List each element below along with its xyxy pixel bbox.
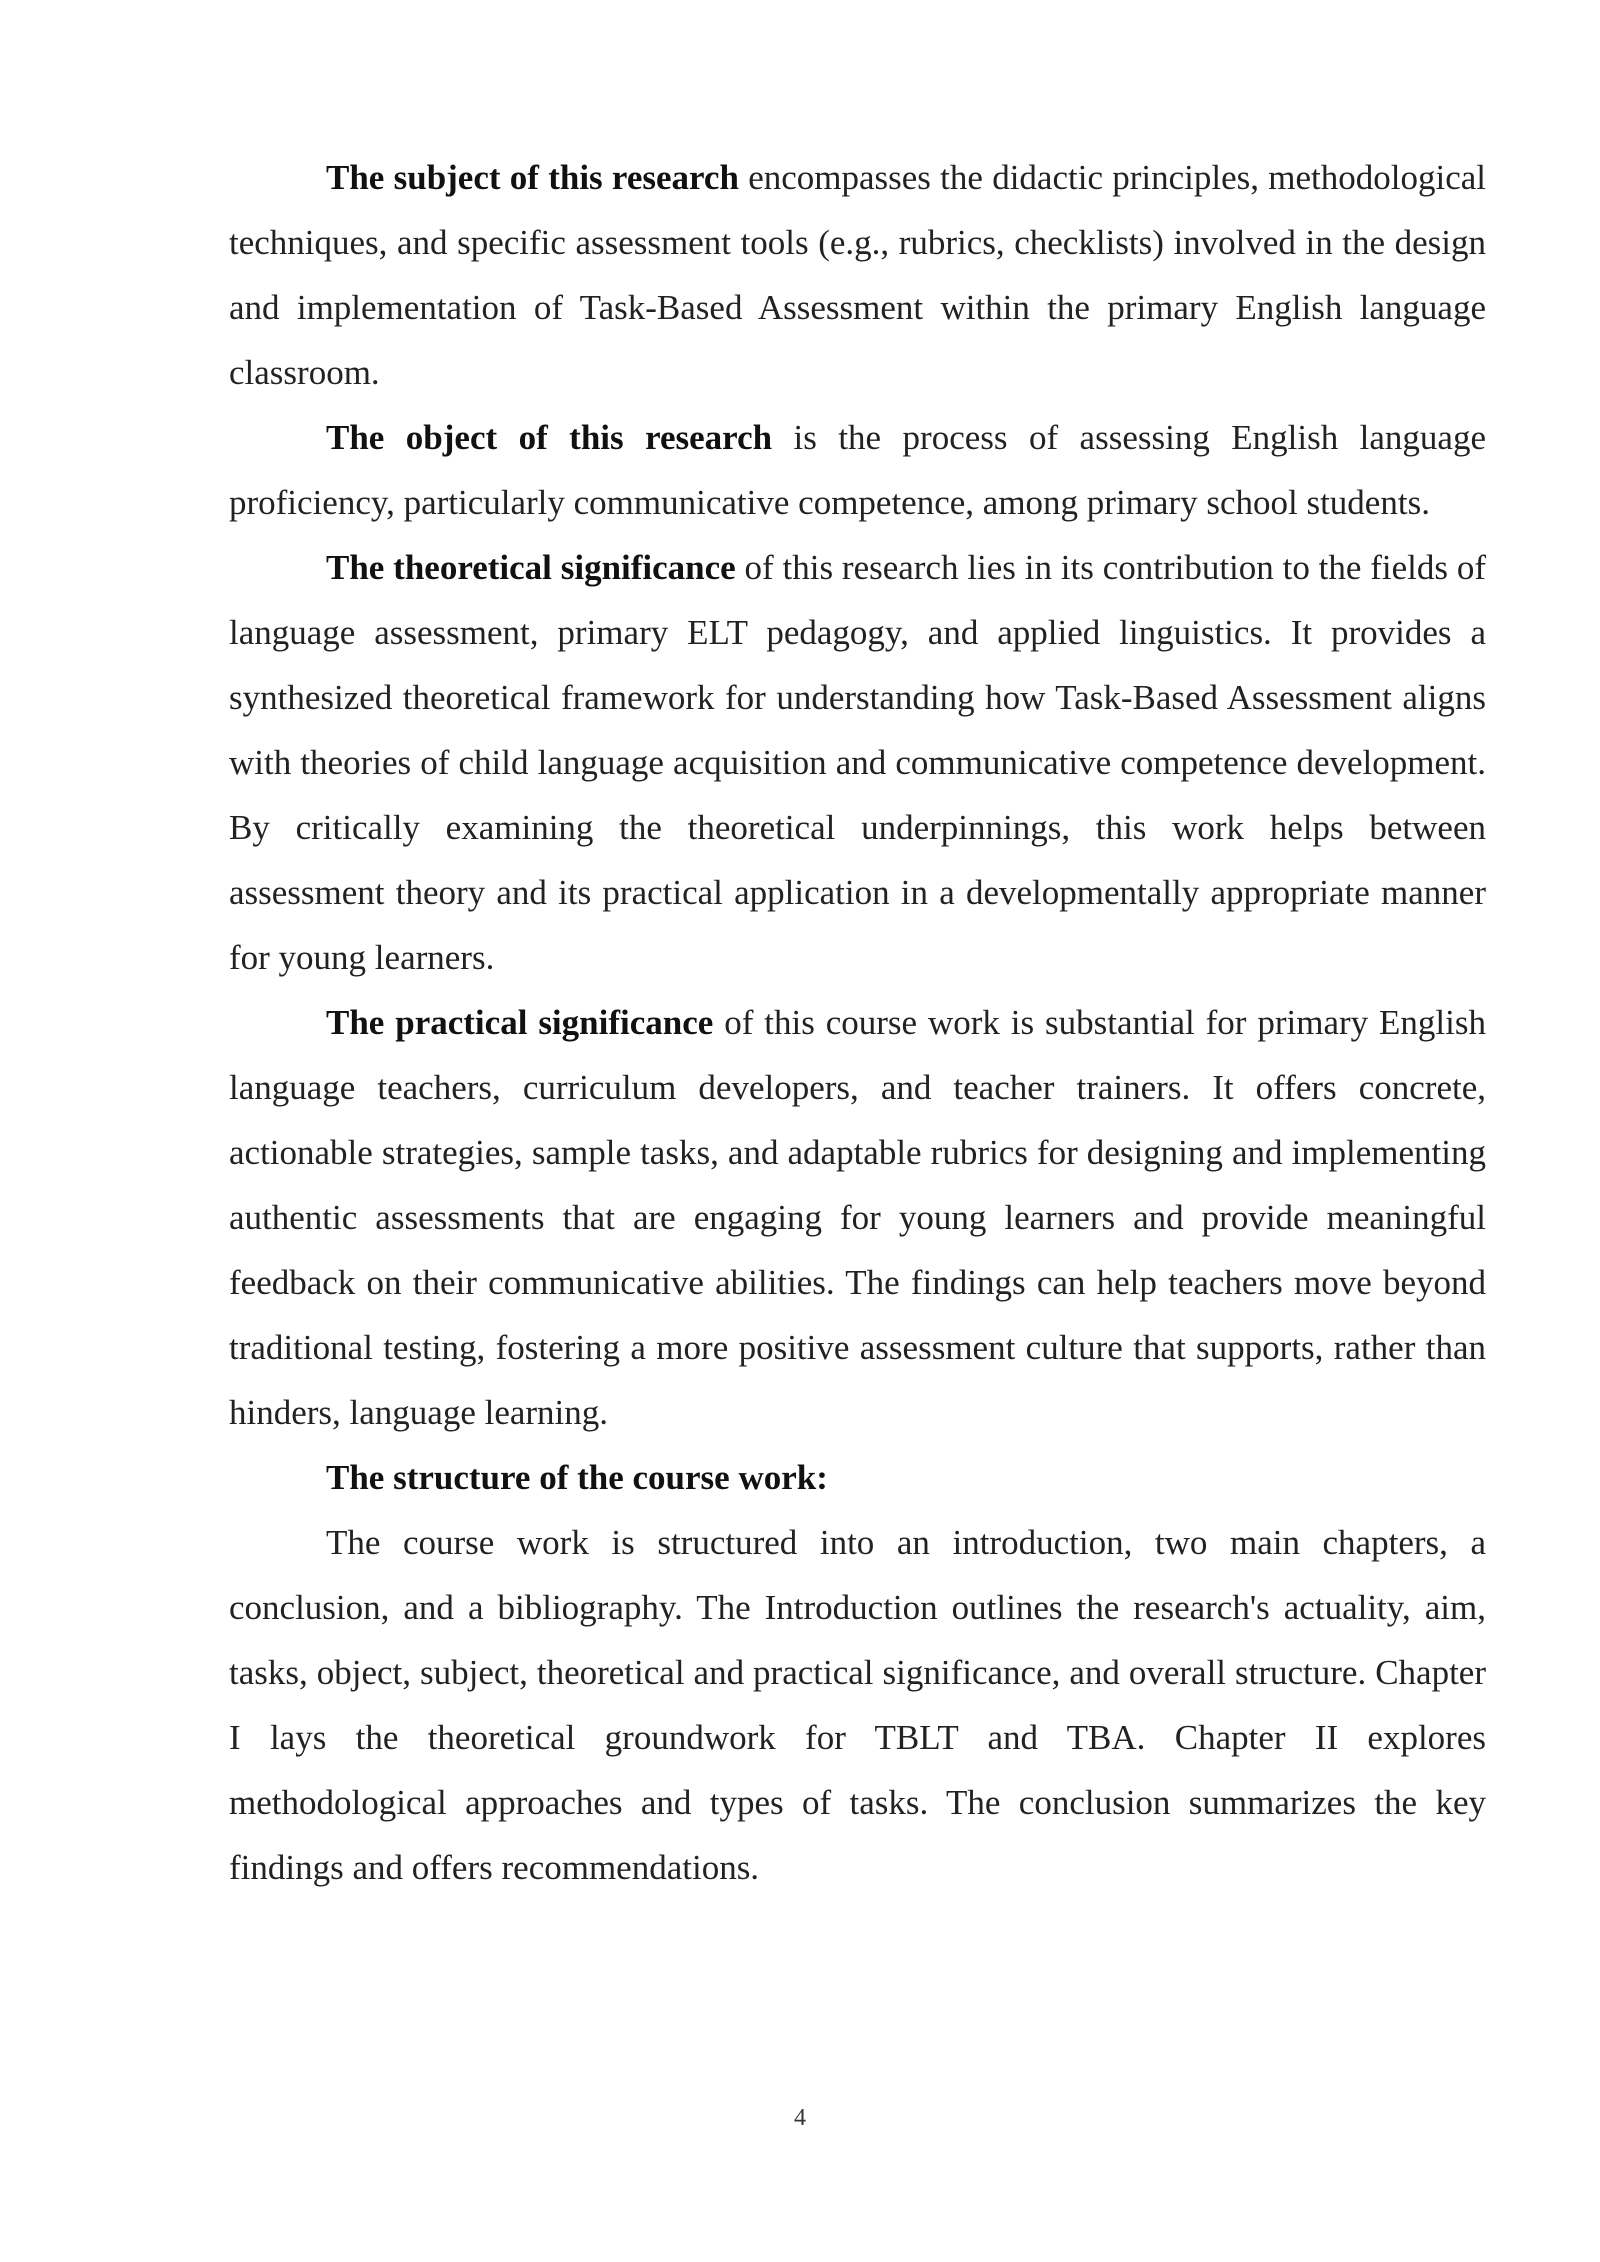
- theoretical-significance-text: of this research lies in its contribution to the fields of language assessment, primary ELT pedagogy, and applied linguistics. It provides a synthesized theoretical framework for understanding how Task-Based Assessment aligns with theories of child language acquisition and communicative competence development. By critically examining the theoretical underpinnings, this work helps between assessment theory and its practical application in a developmentally appropriate manner for young learners.: [229, 548, 1486, 977]
- practical-significance-paragraph: [229, 990, 1486, 1445]
- subject-text: encompasses the didactic principles, methodological techniques, and specific assessment tools (e.g., rubrics, checklists) involved in the design and implementation of Task-Based Assessment within the primary English language classroom.: [229, 158, 1486, 392]
- object-text: is the process of assessing English language proficiency, particularly communicative competence, among primary school students.: [229, 418, 1486, 522]
- theoretical-significance-heading: The theoretical significance: [326, 548, 736, 587]
- subject-heading: The subject of this research: [326, 158, 739, 197]
- subject-paragraph: [229, 145, 1486, 405]
- page-body: [229, 145, 1486, 1900]
- page-number: 4: [794, 2105, 806, 2131]
- object-paragraph: [229, 405, 1486, 535]
- practical-significance-text: of this course work is substantial for primary English language teachers, curriculum developers, and teacher trainers. It offers concrete, actionable strategies, sample tasks, and adaptable rubrics for designing and implementing authentic assessments that are engaging for young learners and provide meaningful feedback on their communicative abilities. The findings can help teachers move beyond traditional testing, fostering a more positive assessment culture that supports, rather than hinders, language learning.: [229, 1003, 1486, 1432]
- practical-significance-heading: The practical significance: [326, 1003, 714, 1042]
- structure-heading: The structure of the course work:: [326, 1458, 828, 1497]
- theoretical-significance-paragraph: [229, 535, 1486, 990]
- object-heading: The object of this research: [326, 418, 773, 457]
- structure-paragraph: The course work is structured into an introduction, two main chapters, a conclusion, and a bibliography. The Introduction outlines the research's actuality, aim, tasks, object, subject, theoretical and practical significance, and overall structure. Chapter I lays the theoretical groundwork for TBLT and TBA. Chapter II explores methodological approaches and types of tasks. The conclusion summarizes the key findings and offers recommendations.: [229, 1523, 1486, 1887]
